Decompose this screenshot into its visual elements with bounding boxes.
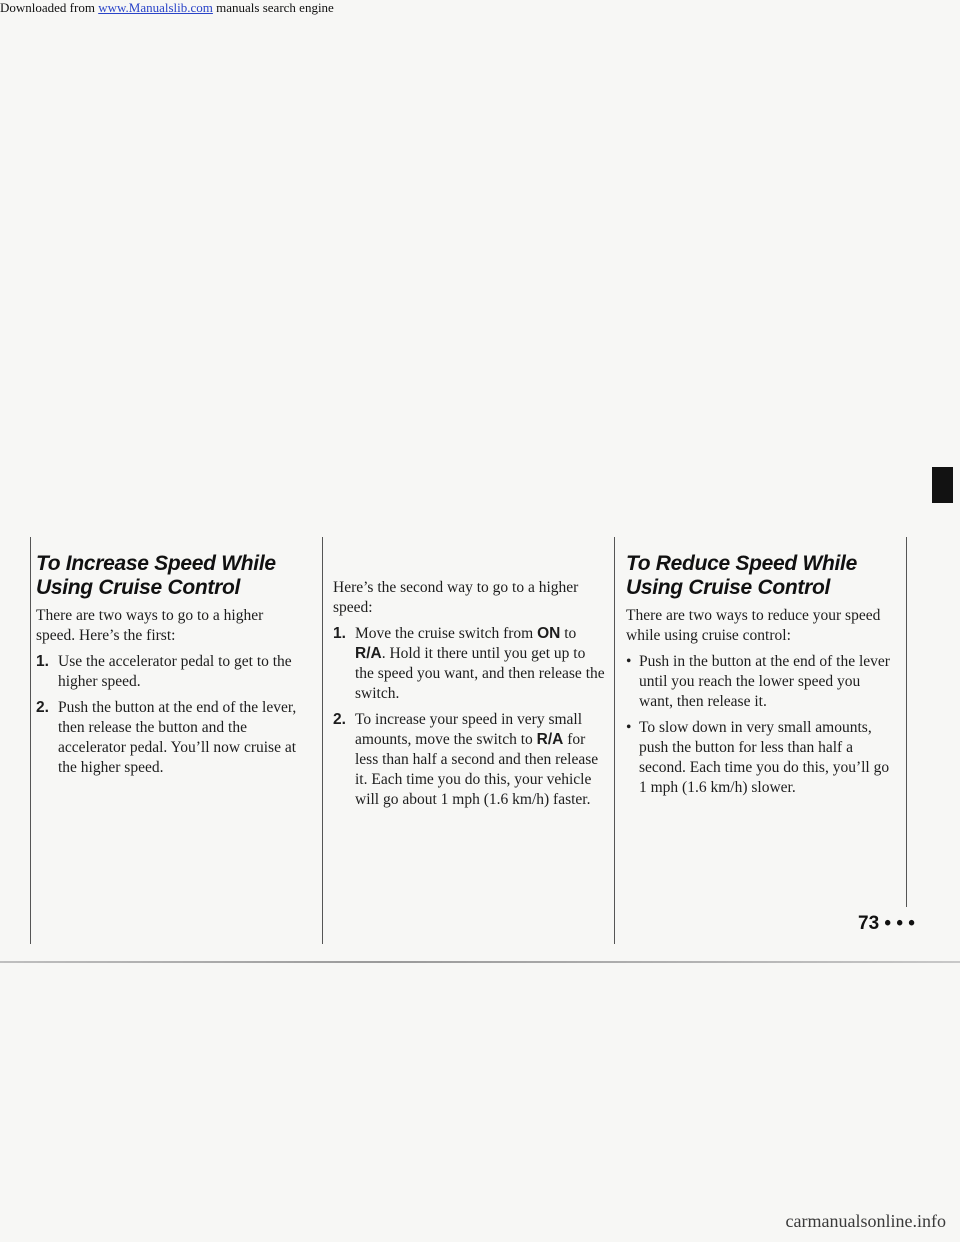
- page-bottom-rule: [0, 961, 960, 963]
- column-divider-left: [30, 537, 31, 944]
- middle-column: [333, 578, 605, 816]
- reduce-intro: There are two ways to reduce your speed while using cruise control:: [626, 607, 881, 644]
- page-number: 73 • • •: [858, 913, 915, 934]
- right-column: [626, 552, 898, 804]
- increase-steps: [36, 652, 306, 778]
- reduce-bullets: [626, 652, 898, 798]
- footer-watermark: carmanualsonline.info: [785, 1211, 946, 1231]
- download-header: [0, 0, 334, 16]
- list-item: 1. Use the accelerator pedal to get to the higher speed.: [36, 653, 292, 690]
- second-way-intro: Here’s the second way to go to a higher speed:: [333, 579, 579, 616]
- list-item: 1. Move the cruise switch from ON to R/A. Hold it there until you get up to the speed you want, and then release the switch.: [333, 625, 605, 702]
- left-column: [36, 552, 306, 784]
- section-tab-marker: [932, 467, 953, 503]
- increase-speed-heading: To Increase Speed While Using Cruise Control: [36, 552, 276, 599]
- increase-intro: There are two ways to go to a higher speed. Here’s the first:: [36, 607, 264, 644]
- column-divider-right: [906, 537, 907, 907]
- list-item: 2. Push the button at the end of the lever, then release the button and the accelerator pedal. You’ll now cruise at the higher speed.: [36, 699, 297, 776]
- list-item: • To slow down in very small amounts, push the button for less than half a second. Each time you do this, you’ll go 1 mph (1.6 km/h) slower.: [626, 719, 890, 796]
- column-divider-middle: [322, 537, 323, 944]
- header-prefix: Downloaded from: [0, 0, 99, 15]
- reduce-speed-heading: To Reduce Speed While Using Cruise Control: [626, 552, 857, 599]
- list-item: • Push in the button at the end of the lever until you reach the lower speed you want, then release it.: [626, 653, 890, 710]
- manualslib-link[interactable]: www.Manualslib.com: [98, 0, 213, 15]
- list-item: 2. To increase your speed in very small amounts, move the switch to R/A for less than half a second and then release it. Each time you do this, your vehicle will go about 1 mph (1.6 km/h) faster.: [333, 711, 599, 808]
- column-divider-center: [614, 537, 615, 944]
- second-way-steps: [333, 624, 605, 810]
- header-suffix: manuals search engine: [212, 0, 334, 15]
